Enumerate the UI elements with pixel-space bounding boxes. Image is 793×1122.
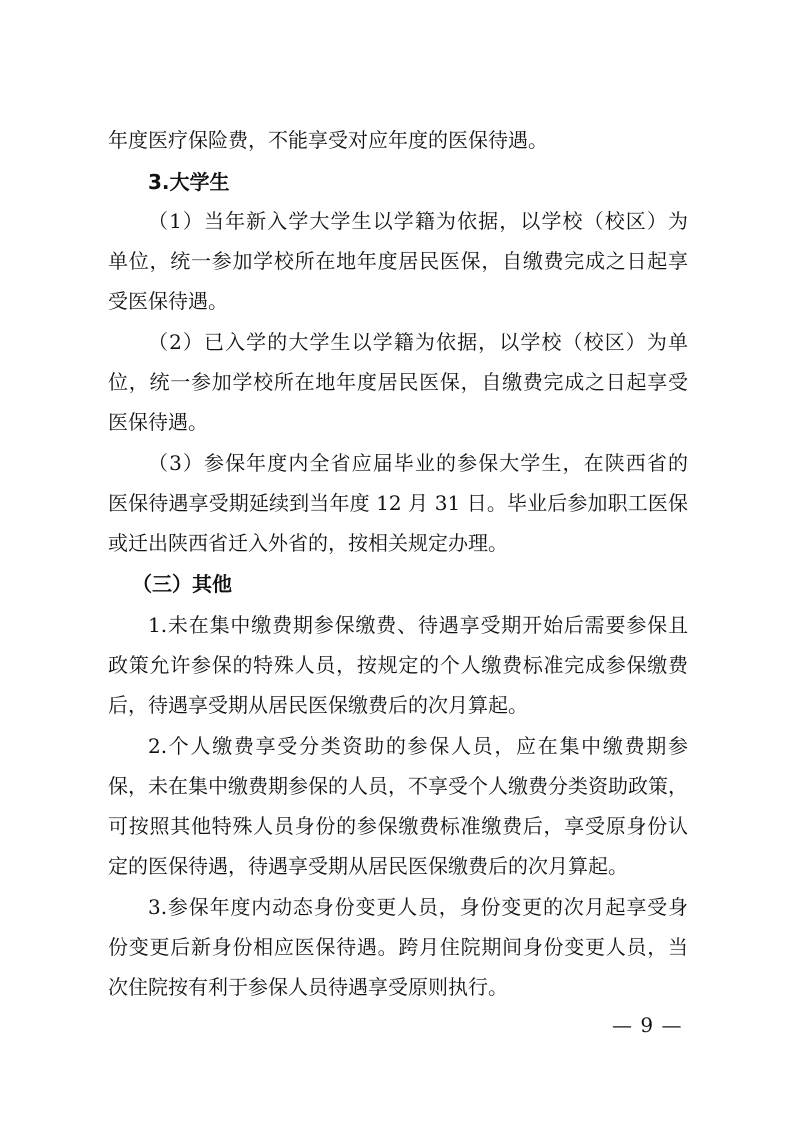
paragraph-line: 1.未在集中缴费期参保缴费、待遇享受期开始后需要参保且 xyxy=(148,613,688,637)
paragraph-line: 单位，统一参加学校所在地年度居民医保，自缴费完成之日起享 xyxy=(108,249,688,273)
paragraph-line: 份变更后新身份相应医保待遇。跨月住院期间身份变更人员，当 xyxy=(108,935,688,959)
paragraph-line: 后，待遇享受期从居民医保缴费后的次月算起。 xyxy=(108,693,528,717)
paragraph-line: 政策允许参保的特殊人员，按规定的个人缴费标准完成参保缴费 xyxy=(108,653,688,677)
paragraph-line: （2）已入学的大学生以学籍为依据，以学校（校区）为单 xyxy=(148,330,688,354)
paragraph-line: 年度医疗保险费，不能享受对应年度的医保待遇。 xyxy=(108,128,548,152)
paragraph-line: 医保待遇。 xyxy=(108,410,208,434)
paragraph-line: 2.个人缴费享受分类资助的参保人员，应在集中缴费期参 xyxy=(148,734,688,758)
page-number: — 9 — xyxy=(612,1013,683,1037)
paragraph-line: 3.参保年度内动态身份变更人员，身份变更的次月起享受身 xyxy=(148,895,688,919)
paragraph-line: 定的医保待遇，待遇享受期从居民医保缴费后的次月算起。 xyxy=(108,854,628,878)
paragraph-line: 次住院按有利于参保人员待遇享受原则执行。 xyxy=(108,975,508,999)
paragraph-line: 受医保待遇。 xyxy=(108,289,228,313)
paragraph-line: 可按照其他特殊人员身份的参保缴费标准缴费后，享受原身份认 xyxy=(108,814,688,838)
paragraph-line: （1）当年新入学大学生以学籍为依据，以学校（校区）为 xyxy=(148,209,688,233)
section-heading-others: （三）其他 xyxy=(132,572,232,596)
paragraph-line: 保，未在集中缴费期参保的人员，不享受个人缴费分类资助政策， xyxy=(108,774,688,798)
paragraph-line: 医保待遇享受期延续到当年度 12 月 31 日。毕业后参加职工医保 xyxy=(108,491,688,515)
section-heading-university-students: 3.大学生 xyxy=(148,170,230,194)
paragraph-line: （3）参保年度内全省应届毕业的参保大学生，在陕西省的 xyxy=(148,451,688,475)
paragraph-line: 或迁出陕西省迁入外省的，按相关规定办理。 xyxy=(108,531,508,555)
paragraph-line: 位，统一参加学校所在地年度居民医保，自缴费完成之日起享受 xyxy=(108,370,688,394)
